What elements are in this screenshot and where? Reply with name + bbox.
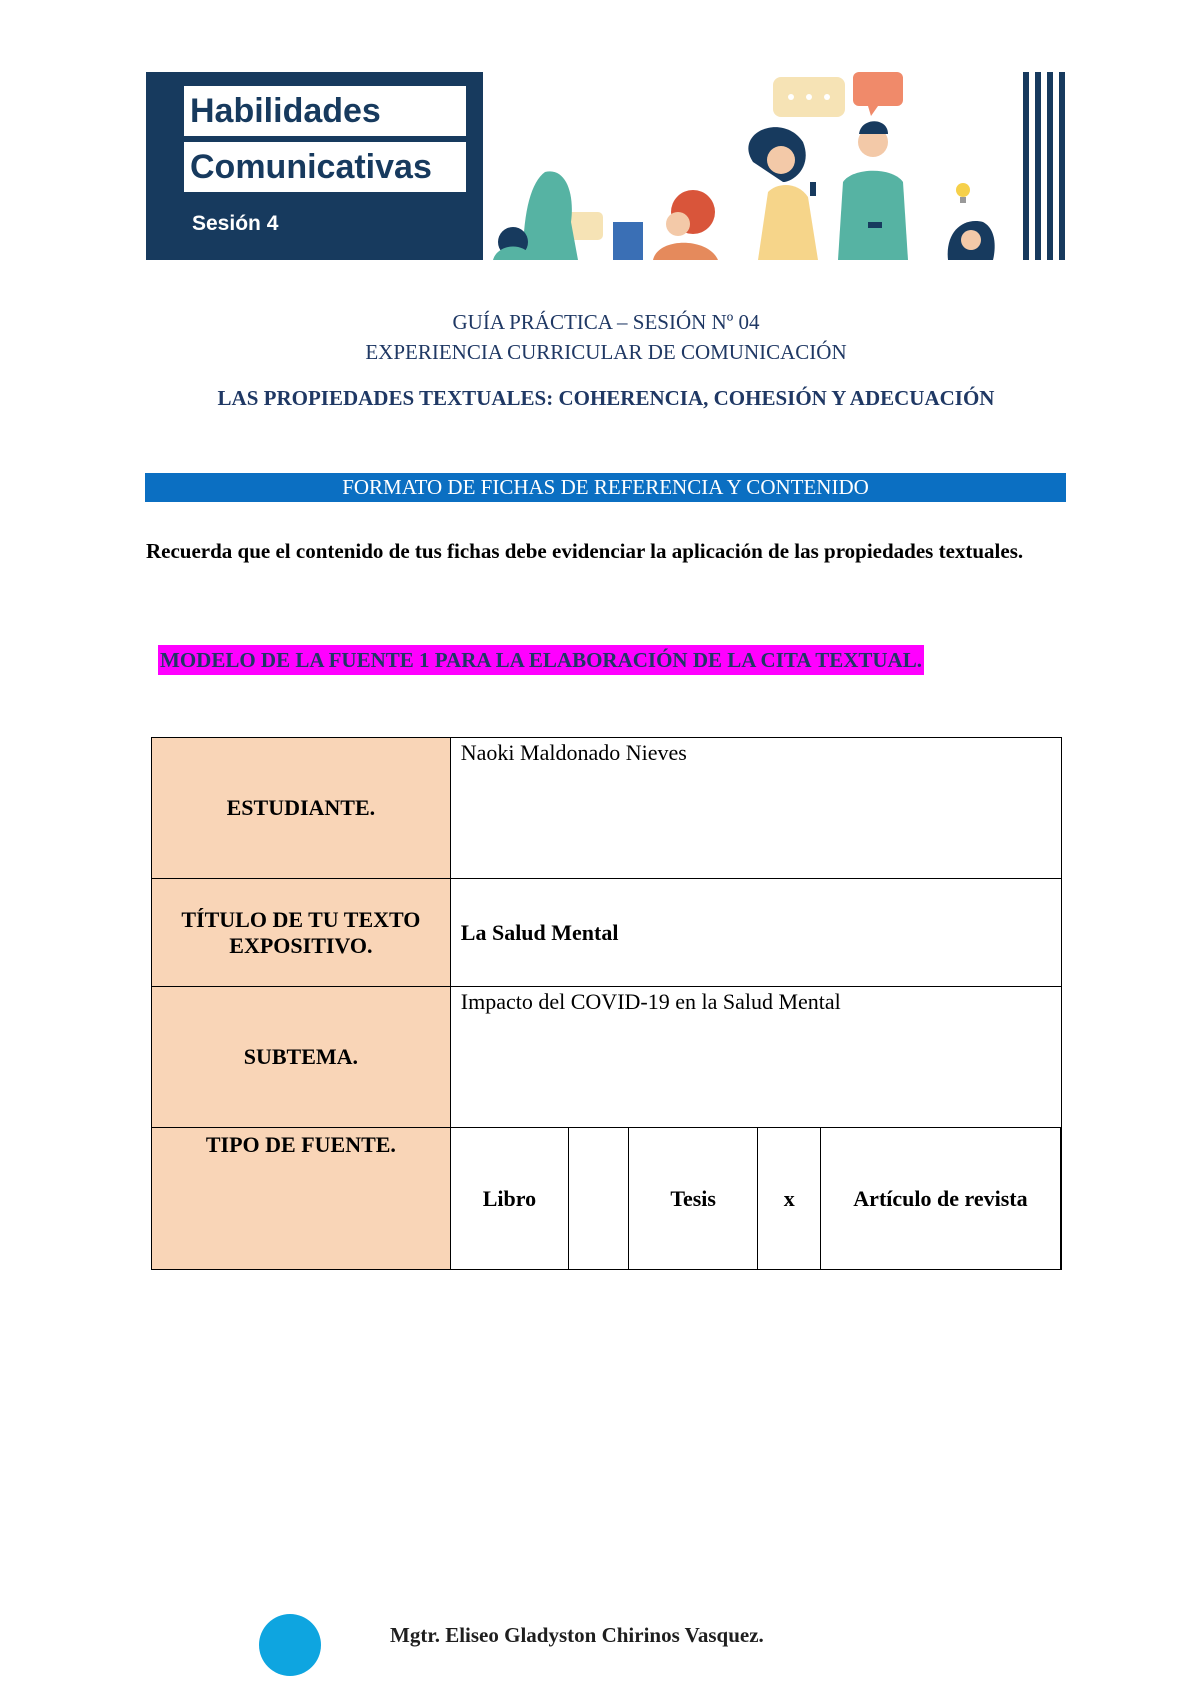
title-value[interactable]: La Salud Mental xyxy=(450,879,1061,987)
banner-title-line1: Habilidades xyxy=(184,86,466,136)
header-banner xyxy=(146,72,1066,260)
table-row-source-type xyxy=(152,1128,1062,1270)
footer-author: Mgtr. Eliseo Gladyston Chirinos Vasquez. xyxy=(390,1623,764,1647)
source-option-label: Tesis xyxy=(628,1128,758,1270)
section-bar: FORMATO DE FICHAS DE REFERENCIA Y CONTENIDO xyxy=(145,473,1066,502)
source-option-label: Artículo de revista xyxy=(820,1128,1060,1270)
model-title: MODELO DE LA FUENTE 1 PARA LA ELABORACIÓN DE LA CITA TEXTUAL. xyxy=(158,645,924,675)
source-option-label: Libro xyxy=(450,1128,568,1270)
course-title: EXPERIENCIA CURRICULAR DE COMUNICACIÓN xyxy=(365,340,847,364)
table-row-title xyxy=(152,879,1062,987)
footer-circle xyxy=(259,1614,321,1676)
student-value[interactable]: Naoki Maldonado Nieves xyxy=(450,738,1061,879)
title-label: TÍTULO DE TU TEXTO EXPOSITIVO. xyxy=(152,879,451,987)
people-illustration-icon xyxy=(483,72,1066,260)
banner-title-line2: Comunicativas xyxy=(184,142,466,192)
source-card-table xyxy=(151,737,1062,1270)
source-label: TIPO DE FUENTE. xyxy=(152,1128,451,1270)
student-label: ESTUDIANTE. xyxy=(152,738,451,879)
table-row-student xyxy=(152,738,1062,879)
topic-title-text: LAS PROPIEDADES TEXTUALES: COHERENCIA, COHESIÓN Y ADECUACIÓN xyxy=(217,386,995,410)
banner-title-panel xyxy=(146,72,483,260)
guide-title: GUÍA PRÁCTICA – SESIÓN Nº 04 xyxy=(452,310,760,334)
banner-session-label: Sesión 4 xyxy=(192,212,279,235)
topic-title xyxy=(146,382,1066,414)
reminder-text: Recuerda que el contenido de tus fichas debe evidenciar la aplicación de las propiedades textuales. xyxy=(146,539,1024,563)
source-option-mark[interactable]: x xyxy=(758,1128,821,1270)
subtopic-value[interactable]: Impacto del COVID-19 en la Salud Mental xyxy=(450,987,1061,1128)
source-option-mark[interactable] xyxy=(569,1128,629,1270)
source-option-mark[interactable] xyxy=(1061,1128,1062,1270)
subtopic-label: SUBTEMA. xyxy=(152,987,451,1128)
table-row-subtopic xyxy=(152,987,1062,1128)
